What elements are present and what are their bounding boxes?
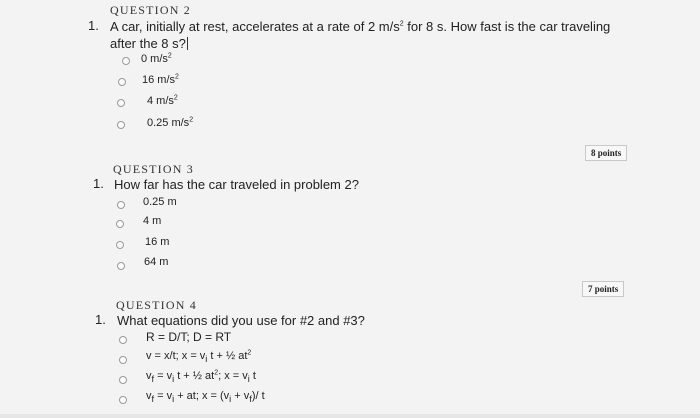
q4-option-4-radio[interactable] — [119, 396, 127, 404]
question-3-number: 1. — [93, 176, 104, 191]
q2-points-badge: 8 points — [585, 145, 627, 161]
question-4-text: What equations did you use for #2 and #3? — [117, 313, 365, 328]
q3-option-1-radio[interactable] — [117, 201, 125, 209]
question-2-text: A car, initially at rest, accelerates at a rate of 2 $m/s^2$ for 8 s. How fast is the car traveling after the 8 s? — [110, 19, 611, 51]
question-2-heading: QUESTION 2 — [110, 3, 191, 17]
q2-option-1-label[interactable]: 0 $m/s^2$ — [141, 52, 172, 65]
question-4-number: 1. — [95, 312, 106, 327]
q4-option-3-radio[interactable] — [119, 376, 127, 384]
q3-points-badge: 7 points — [582, 281, 624, 297]
q3-option-2-radio[interactable] — [116, 220, 124, 228]
q2-option-3-radio[interactable] — [117, 99, 125, 107]
q3-option-3-radio[interactable] — [116, 241, 124, 249]
q2-option-2-radio[interactable] — [118, 78, 126, 86]
q4-option-3-label[interactable]: $v_f = v_i$ t + ½ $at^2$; $x = v_i$ t — [146, 369, 256, 385]
q3-option-2-label[interactable]: 4 m — [143, 215, 162, 227]
q3-option-4-radio[interactable] — [117, 262, 125, 270]
question-4-heading: QUESTION 4 — [116, 298, 197, 312]
q2-option-4-radio[interactable] — [117, 121, 125, 129]
q3-option-3-label[interactable]: 16 m — [145, 236, 170, 248]
q2-option-3-label[interactable]: 4 $m/s^2$ — [147, 94, 178, 107]
q3-option-1-label[interactable]: 0.25 m — [143, 196, 177, 208]
q4-option-2-radio[interactable] — [119, 356, 127, 364]
question-3-heading: QUESTION 3 — [113, 162, 194, 176]
question-2-number: 1. — [88, 18, 99, 33]
question-3-text: How far has the car traveled in problem 2? — [114, 177, 359, 192]
q4-option-1-label[interactable]: R = D/T; D = RT — [146, 330, 232, 344]
q2-option-4-label[interactable]: 0.25 $m/s^2$ — [147, 116, 194, 129]
q3-option-4-label[interactable]: 64 m — [144, 256, 169, 268]
q4-option-1-radio[interactable] — [119, 336, 127, 344]
bottom-edge — [0, 414, 700, 418]
q2-option-1-radio[interactable] — [122, 57, 130, 65]
q2-option-2-label[interactable]: 16 $m/s^2$ — [142, 73, 179, 86]
q4-option-4-label[interactable]: $v_f = v_i$ + at; $x = (v_i + v_f)/$ t — [146, 390, 265, 405]
q4-option-2-label[interactable]: v = x/t; $x = v_i$ t + ½ $at^2$ — [146, 349, 252, 365]
